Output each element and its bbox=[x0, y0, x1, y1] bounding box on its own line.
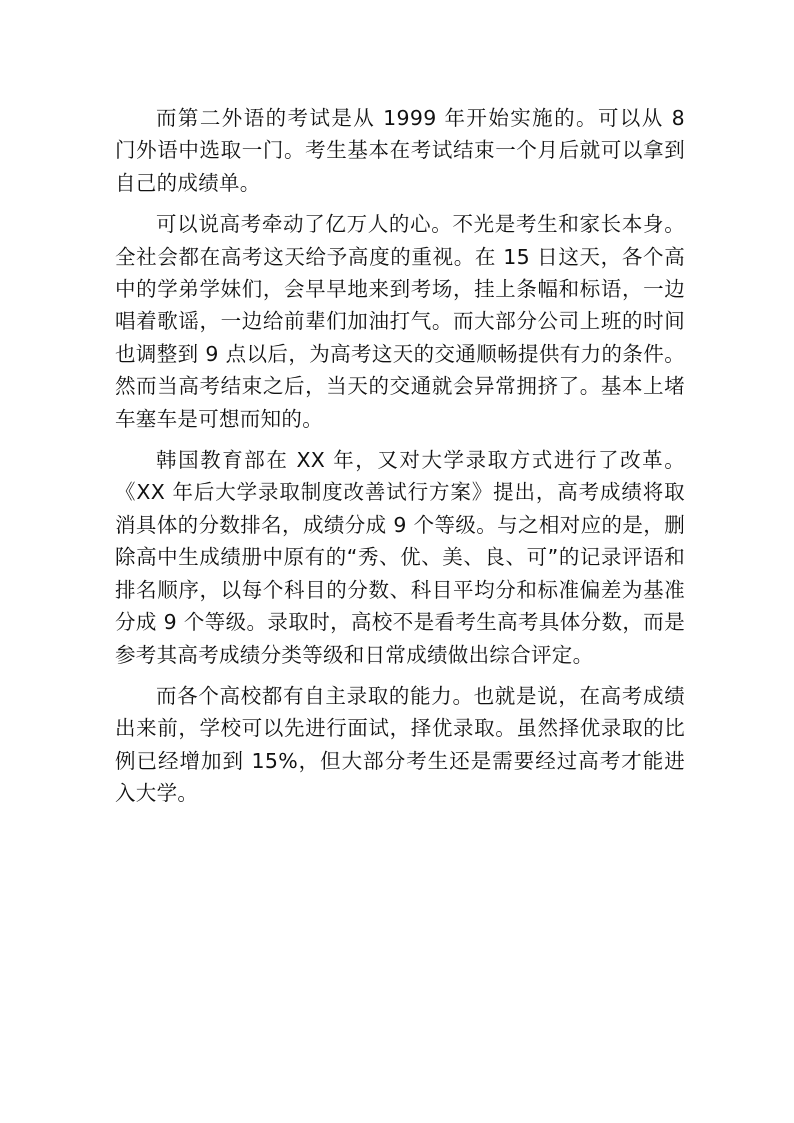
paragraph-second-foreign-language: 而第二外语的考试是从 1999 年开始实施的。可以从 8 门外语中选取一门。考生基本在考试结束一个月后就可以拿到自己的成绩单。 bbox=[115, 106, 685, 195]
document-body bbox=[115, 102, 685, 819]
paragraph-independent-admission: 而各个高校都有自主录取的能力。也就是说，在高考成绩出来前，学校可以先进行面试，择优录取。虽然择优录取的比例已经增加到 15%，但大部分考生还是需要经过高考才能进入大学。 bbox=[115, 683, 685, 806]
paragraph-admission-reform: 韩国教育部在 XX 年，又对大学录取方式进行了改革。《XX 年后大学录取制度改善试行方案》提出，高考成绩将取消具体的分数排名，成绩分成 9 个等级。与之相对应的是，删除高中生成绩册中原有的“秀、优、美、良、可”的记录评语和排名顺序，以每个科目的分数、科目平均分和标准偏差为基准分成 9 个等级。录取时，高校不是看考生高考具体分数，而是参考其高考成绩分类等级和日常成绩做出综合评定。 bbox=[115, 448, 685, 667]
paragraph-society-attention: 可以说高考牵动了亿万人的心。不光是考生和家长本身。全社会都在高考这天给予高度的重视。在 15 日这天，各个高中的学弟学妹们，会早早地来到考场，挂上条幅和标语，一边唱着歌谣，一边给前辈们加油打气。而大部分公司上班的时间也调整到 9 点以后，为高考这天的交通顺畅提供有力的条件。然而当高考结束之后，当天的交通就会异常拥挤了。基本上堵车塞车是可想而知的。 bbox=[115, 212, 685, 431]
